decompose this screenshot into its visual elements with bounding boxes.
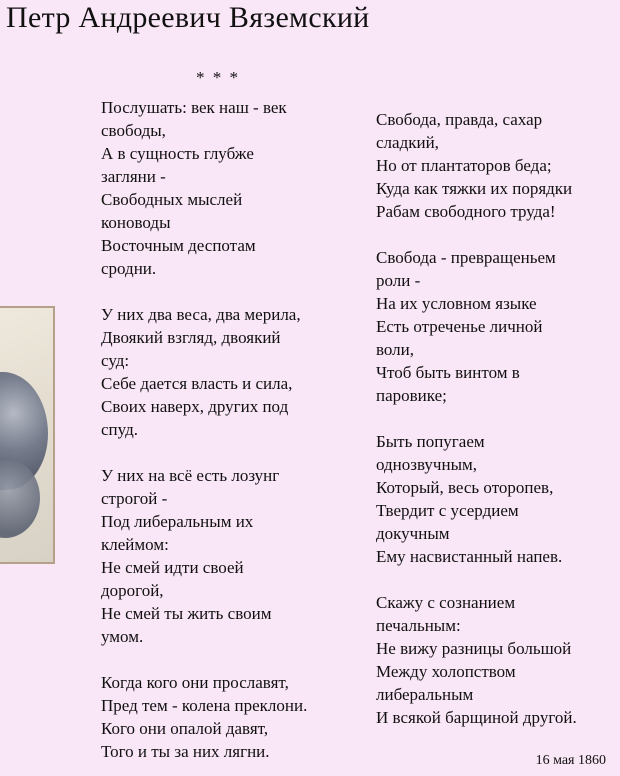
portrait-image (0, 306, 55, 564)
poem-line: клеймом: (101, 535, 169, 554)
poem-line: Не смей идти своей (101, 558, 244, 577)
poem-line: А в сущность глубже (101, 144, 254, 163)
poem-line: умом. (101, 627, 144, 646)
poem-line: Послушать: век наш - век (101, 98, 287, 117)
poem-line: Твердит с усердием (376, 501, 519, 520)
poem-line: Есть отреченье личной (376, 317, 543, 336)
poem-line: печальным: (376, 616, 461, 635)
poem-date: 16 мая 1860 (535, 753, 606, 768)
poem-line: Свободных мыслей (101, 190, 243, 209)
stanza (376, 108, 616, 223)
poem-line: роли - (376, 271, 421, 290)
poem-line: либеральным (376, 685, 474, 704)
poem-line: Быть попугаем (376, 432, 485, 451)
poem-line: Не смей ты жить своим (101, 604, 272, 623)
poem-line: Чтоб быть винтом в (376, 363, 520, 382)
poem-line: У них два веса, два мерила, (101, 305, 301, 324)
stanza (101, 96, 349, 280)
stanza (376, 591, 616, 729)
poem-line: сладкий, (376, 133, 439, 152)
poem-line: Свобода, правда, сахар (376, 110, 543, 129)
poem-line: спуд. (101, 420, 138, 439)
stanza (376, 246, 616, 407)
poem-line: Куда как тяжки их порядки (376, 179, 573, 198)
poet-name-title: Петр Андреевич Вяземский (6, 1, 370, 34)
poem-left-column (101, 96, 349, 763)
poem-line: И всякой барщиной другой. (376, 708, 577, 727)
poem-line: свободы, (101, 121, 166, 140)
stanza (376, 430, 616, 568)
poem-line: загляни - (101, 167, 166, 186)
poem-line: Восточным деспотам (101, 236, 256, 255)
poem-line: докучным (376, 524, 450, 543)
poem-line: воли, (376, 340, 415, 359)
poem-line: Под либеральным их (101, 512, 254, 531)
stanza (101, 303, 349, 441)
poem-line: Свобода - превращеньем (376, 248, 556, 267)
poem-line: суд: (101, 351, 130, 370)
poem-line: Рабам свободного труда! (376, 202, 556, 221)
stanza (101, 464, 349, 648)
poem-line: На их условном языке (376, 294, 537, 313)
poem-line: Не вижу разницы большой (376, 639, 572, 658)
poem-line: Который, весь оторопев, (376, 478, 554, 497)
poem-line: Ему насвистанный напев. (376, 547, 563, 566)
poem-line: Своих наверх, других под (101, 397, 289, 416)
poem-line: сродни. (101, 259, 157, 278)
poem-line: Кого они опалой давят, (101, 719, 269, 738)
stanza (101, 671, 349, 763)
poem-line: дорогой, (101, 581, 164, 600)
poem-line: Того и ты за них лягни. (101, 742, 270, 761)
poem-line: Пред тем - колена преклони. (101, 696, 308, 715)
poem-line: Себе дается власть и сила, (101, 374, 293, 393)
poem-line: Двоякий взгляд, двоякий (101, 328, 281, 347)
poem-line: Между холопством (376, 662, 516, 681)
poem-line: Скажу с сознанием (376, 593, 516, 612)
poem-line: строгой - (101, 489, 168, 508)
poem-line: коноводы (101, 213, 171, 232)
poem-line: однозвучным, (376, 455, 477, 474)
poem-right-column (376, 108, 616, 729)
poem-line: паровике; (376, 386, 447, 405)
stanza-separator: * * * (196, 68, 240, 87)
poem-line: У них на всё есть лозунг (101, 466, 280, 485)
poem-line: Но от плантаторов беда; (376, 156, 552, 175)
poem-line: Когда кого они прославят, (101, 673, 289, 692)
